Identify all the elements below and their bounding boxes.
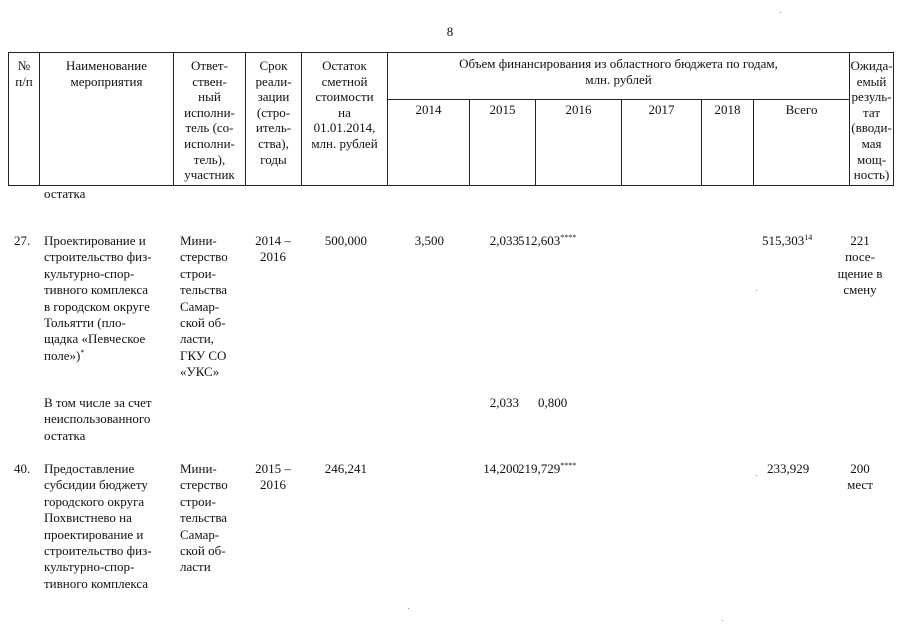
- header-num: № п/п: [9, 53, 40, 186]
- row-remainder: 246,241: [324, 461, 367, 476]
- row-total: 233,929: [767, 461, 810, 476]
- header-year-2016: 2016: [536, 100, 622, 186]
- row-term: 2014 – 2016: [255, 233, 291, 265]
- row-number: 40.: [14, 461, 31, 476]
- header-year-2014: 2014: [388, 100, 470, 186]
- header-year-2015: 2015: [470, 100, 536, 186]
- row-number: 27.: [14, 233, 31, 248]
- header-table: [8, 52, 894, 186]
- row-2016: 219,729****: [518, 461, 577, 476]
- header-executor: Ответ- ствен- ный исполни- тель (со- исполни- тель), участник: [174, 53, 246, 186]
- row-2016: 0,800: [538, 395, 568, 410]
- scan-speck: [408, 608, 409, 609]
- scan-speck: [722, 620, 723, 621]
- scan-speck: [756, 290, 757, 291]
- header-result: Ожида- емый резуль- тат (вводи- мая мощ- ность): [850, 53, 894, 186]
- scan-speck: [780, 12, 781, 13]
- header-term: Срок реали- зации (стро- итель- ства), годы: [246, 53, 302, 186]
- row-2014: 3,500: [414, 233, 444, 248]
- header-name: Наименование мероприятия: [40, 53, 174, 186]
- row-name: В том числе за счет неиспользованного остатка: [44, 395, 152, 443]
- row-executor: Мини- стерство строи- тельства Самар- ской об- ласти, ГКУ СО «УКС»: [180, 233, 228, 380]
- row-remainder: 500,000: [324, 233, 367, 248]
- row-2016: 512,603****: [518, 233, 577, 248]
- row-name: Проектирование и строительство физ- культурно-спор- тивного комплекса в городском округе Тольятти (пло- щадка «Певческое поле»)*: [44, 233, 152, 363]
- row-result: 200 мест: [847, 461, 873, 493]
- row-2015: 14,200: [483, 461, 519, 476]
- row-total: 515,303$^{14}$: [762, 233, 813, 248]
- header-year-2017: 2017: [622, 100, 702, 186]
- row-2015: 2,033: [489, 233, 519, 248]
- row-term: 2015 – 2016: [255, 461, 291, 493]
- row-result: 221 посе- щение в смену: [837, 233, 883, 298]
- row-executor: Мини- стерство строи- тельства Самар- ской об- ласти: [180, 461, 228, 575]
- page-number: 8: [446, 24, 454, 39]
- row-2015: 2,033: [489, 395, 519, 410]
- header-year-2018: 2018: [702, 100, 754, 186]
- row-name: Предоставление субсидии бюджету городского округа Похвистнево на проектирование и строительство физ- культурно-спор- тивного комплекса: [44, 461, 152, 591]
- scan-speck: [756, 475, 757, 476]
- continuation-text: остатка: [44, 186, 86, 201]
- header-year-total: Всего: [754, 100, 850, 186]
- header-financing: Объем финансирования из областного бюджета по годам, млн. рублей: [388, 53, 850, 100]
- header-remainder: Остаток сметной стоимости на 01.01.2014, млн. рублей: [302, 53, 388, 186]
